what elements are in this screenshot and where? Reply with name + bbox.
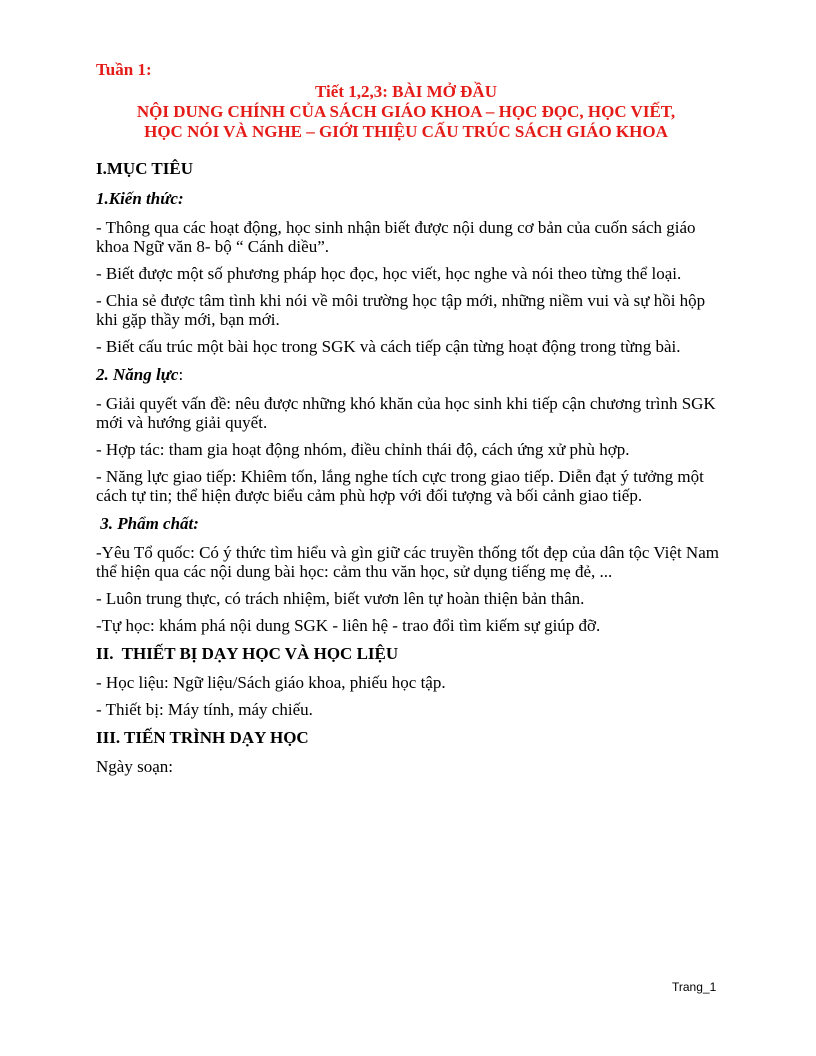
quality-item-2: - Luôn trung thực, có trách nhiệm, biết vươn lên tự hoàn thiện bản thân.	[96, 589, 585, 608]
knowledge-heading: 1.Kiến thức:	[96, 189, 184, 208]
knowledge-item-3: - Chia sẻ được tâm tình khi nói về môi trường học tập mới, những niềm vui và sự hồi hộp khi gặp thầy mới, bạn mới.	[96, 291, 706, 329]
ability-heading	[96, 364, 721, 386]
date-label: Ngày soạn:	[96, 757, 173, 776]
page-number: Trang_1	[672, 980, 717, 994]
week-label: Tuần 1:	[96, 60, 152, 79]
ability-heading-text: 2. Năng lực	[96, 365, 179, 384]
lesson-number: Tiết 1,2,3: BÀI MỞ ĐẦU	[315, 82, 497, 101]
quality-item-1: -Yêu Tổ quốc: Có ý thức tìm hiểu và gìn giữ các truyền thống tốt đẹp của dân tộc Việt Nam thể hiện qua các nội dung bài học: cảm thu văn học, sử dụng tiếng mẹ đẻ, ...	[96, 543, 719, 581]
lesson-title-block	[96, 82, 716, 142]
equipment-item-2: - Thiết bị: Máy tính, máy chiếu.	[96, 700, 313, 719]
document-body	[96, 158, 721, 784]
lesson-title-line-1: NỘI DUNG CHÍNH CỦA SÁCH GIÁO KHOA – HỌC ĐỌC, HỌC VIẾT,	[136, 102, 676, 121]
ability-item-1: - Giải quyết vấn đề: nêu được những khó khăn của học sinh khi tiếp cận chương trình SGK mới và hướng giải quyết.	[96, 394, 716, 432]
ability-heading-colon: :	[178, 365, 184, 384]
section-process-heading: III. TIẾN TRÌNH DẠY HỌC	[96, 728, 309, 747]
equipment-item-1: - Học liệu: Ngữ liệu/Sách giáo khoa, phiếu học tập.	[96, 673, 446, 692]
section-objectives-heading: I.MỤC TIÊU	[96, 159, 193, 178]
ability-item-3: - Năng lực giao tiếp: Khiêm tốn, lắng nghe tích cực trong giao tiếp. Diễn đạt ý tưởng một cách tự tin; thể hiện được biểu cảm phù hợp với đối tượng và bối cảnh giao tiếp.	[96, 467, 704, 505]
section-equipment-heading: II. THIẾT BỊ DẠY HỌC VÀ HỌC LIỆU	[96, 644, 399, 663]
lesson-title-line-2: HỌC NÓI VÀ NGHE – GIỚI THIỆU CẤU TRÚC SÁCH GIÁO KHOA	[144, 122, 668, 141]
quality-item-3: -Tự học: khám phá nội dung SGK - liên hệ - trao đổi tìm kiếm sự giúp đỡ.	[96, 616, 601, 635]
knowledge-item-1: - Thông qua các hoạt động, học sinh nhận biết được nội dung cơ bản của cuốn sách giáo khoa Ngữ văn 8- bộ “ Cánh diều”.	[96, 218, 696, 256]
quality-heading: 3. Phẩm chất:	[96, 514, 199, 533]
ability-item-2: - Hợp tác: tham gia hoạt động nhóm, điều chỉnh thái độ, cách ứng xử phù hợp.	[96, 440, 630, 459]
knowledge-item-2: - Biết được một số phương pháp học đọc, học viết, học nghe và nói theo từng thể loại.	[96, 264, 682, 283]
knowledge-item-4: - Biết cấu trúc một bài học trong SGK và cách tiếp cận từng hoạt động trong từng bài.	[96, 337, 681, 356]
